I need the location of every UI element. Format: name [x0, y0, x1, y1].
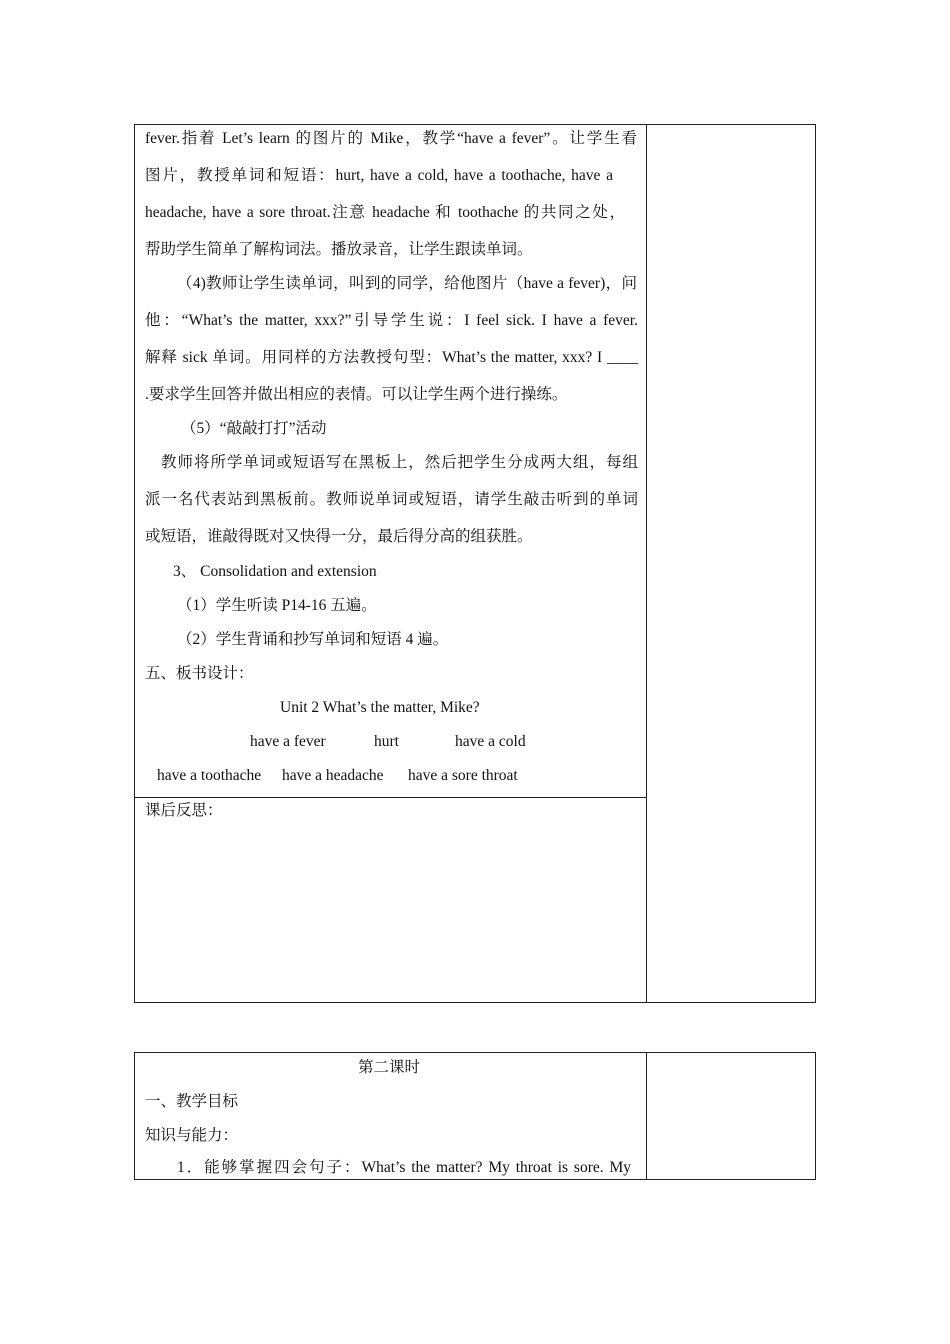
board-item: have a headache	[282, 767, 384, 784]
reflection-label: 课后反思：	[145, 802, 223, 819]
text-line: （2）学生背诵和抄写单词和短语 4 遍。	[177, 631, 449, 648]
text-line: 五、板书设计：	[145, 665, 254, 682]
text-line: fever.指着 Let’s learn 的图片的 Mike，教学“have a fever”。让学生看	[145, 130, 637, 147]
text-line: 一、教学目标	[145, 1093, 239, 1110]
board-item: have a fever	[250, 733, 326, 750]
text-line: 1．能够掌握四会句子：What’s the matter? My throat is sore. My	[177, 1159, 631, 1176]
text-line: （1）学生听读 P14-16 五遍。	[177, 597, 377, 614]
text-line: （4)教师让学生读单词，叫到的同学，给他图片（have a fever)，问	[177, 275, 637, 292]
text-line: 解释 sick 单词。用同样的方法教授句型：What’s the matter, xxx? I ____	[145, 349, 638, 366]
text-line: （5）“敲敲打打”活动	[181, 420, 327, 437]
text-line: 教师将所学单词或短语写在黑板上，然后把学生分成两大组，每组	[161, 454, 638, 471]
text-line: 图片，教授单词和短语：hurt, have a cold, have a toothache, have a	[145, 167, 613, 184]
board-item: hurt	[374, 733, 399, 750]
text-line: .要求学生回答并做出相应的表情。可以让学生两个进行操练。	[145, 386, 568, 403]
text-line: 他：“What’s the matter, xxx?”引导学生说：I feel sick. I have a fever.	[145, 312, 638, 329]
lesson-table-1	[134, 124, 816, 1003]
column-divider	[646, 1053, 647, 1179]
board-item: have a sore throat	[408, 767, 518, 784]
text-line: headache, have a sore throat.注意 headache 和 toothache 的共同之处，	[145, 204, 625, 221]
board-title: Unit 2 What’s the matter, Mike?	[280, 699, 480, 716]
board-item: have a toothache	[157, 767, 262, 784]
text-line: 帮助学生简单了解构词法。播放录音，让学生跟读单词。	[145, 241, 533, 258]
text-line: 3、 Consolidation and extension	[173, 563, 377, 580]
lesson-table-2	[134, 1052, 816, 1180]
text-line: 或短语，谁敲得既对又快得一分，最后得分高的组获胜。	[145, 528, 533, 545]
board-item: have a cold	[455, 733, 526, 750]
lesson-heading: 第二课时	[358, 1059, 421, 1076]
column-divider	[646, 125, 647, 1002]
text-line: 派一名代表站到黑板前。教师说单词或短语，请学生敲击听到的单词	[145, 491, 638, 508]
text-line: 知识与能力：	[145, 1127, 239, 1144]
row-divider	[135, 797, 646, 798]
